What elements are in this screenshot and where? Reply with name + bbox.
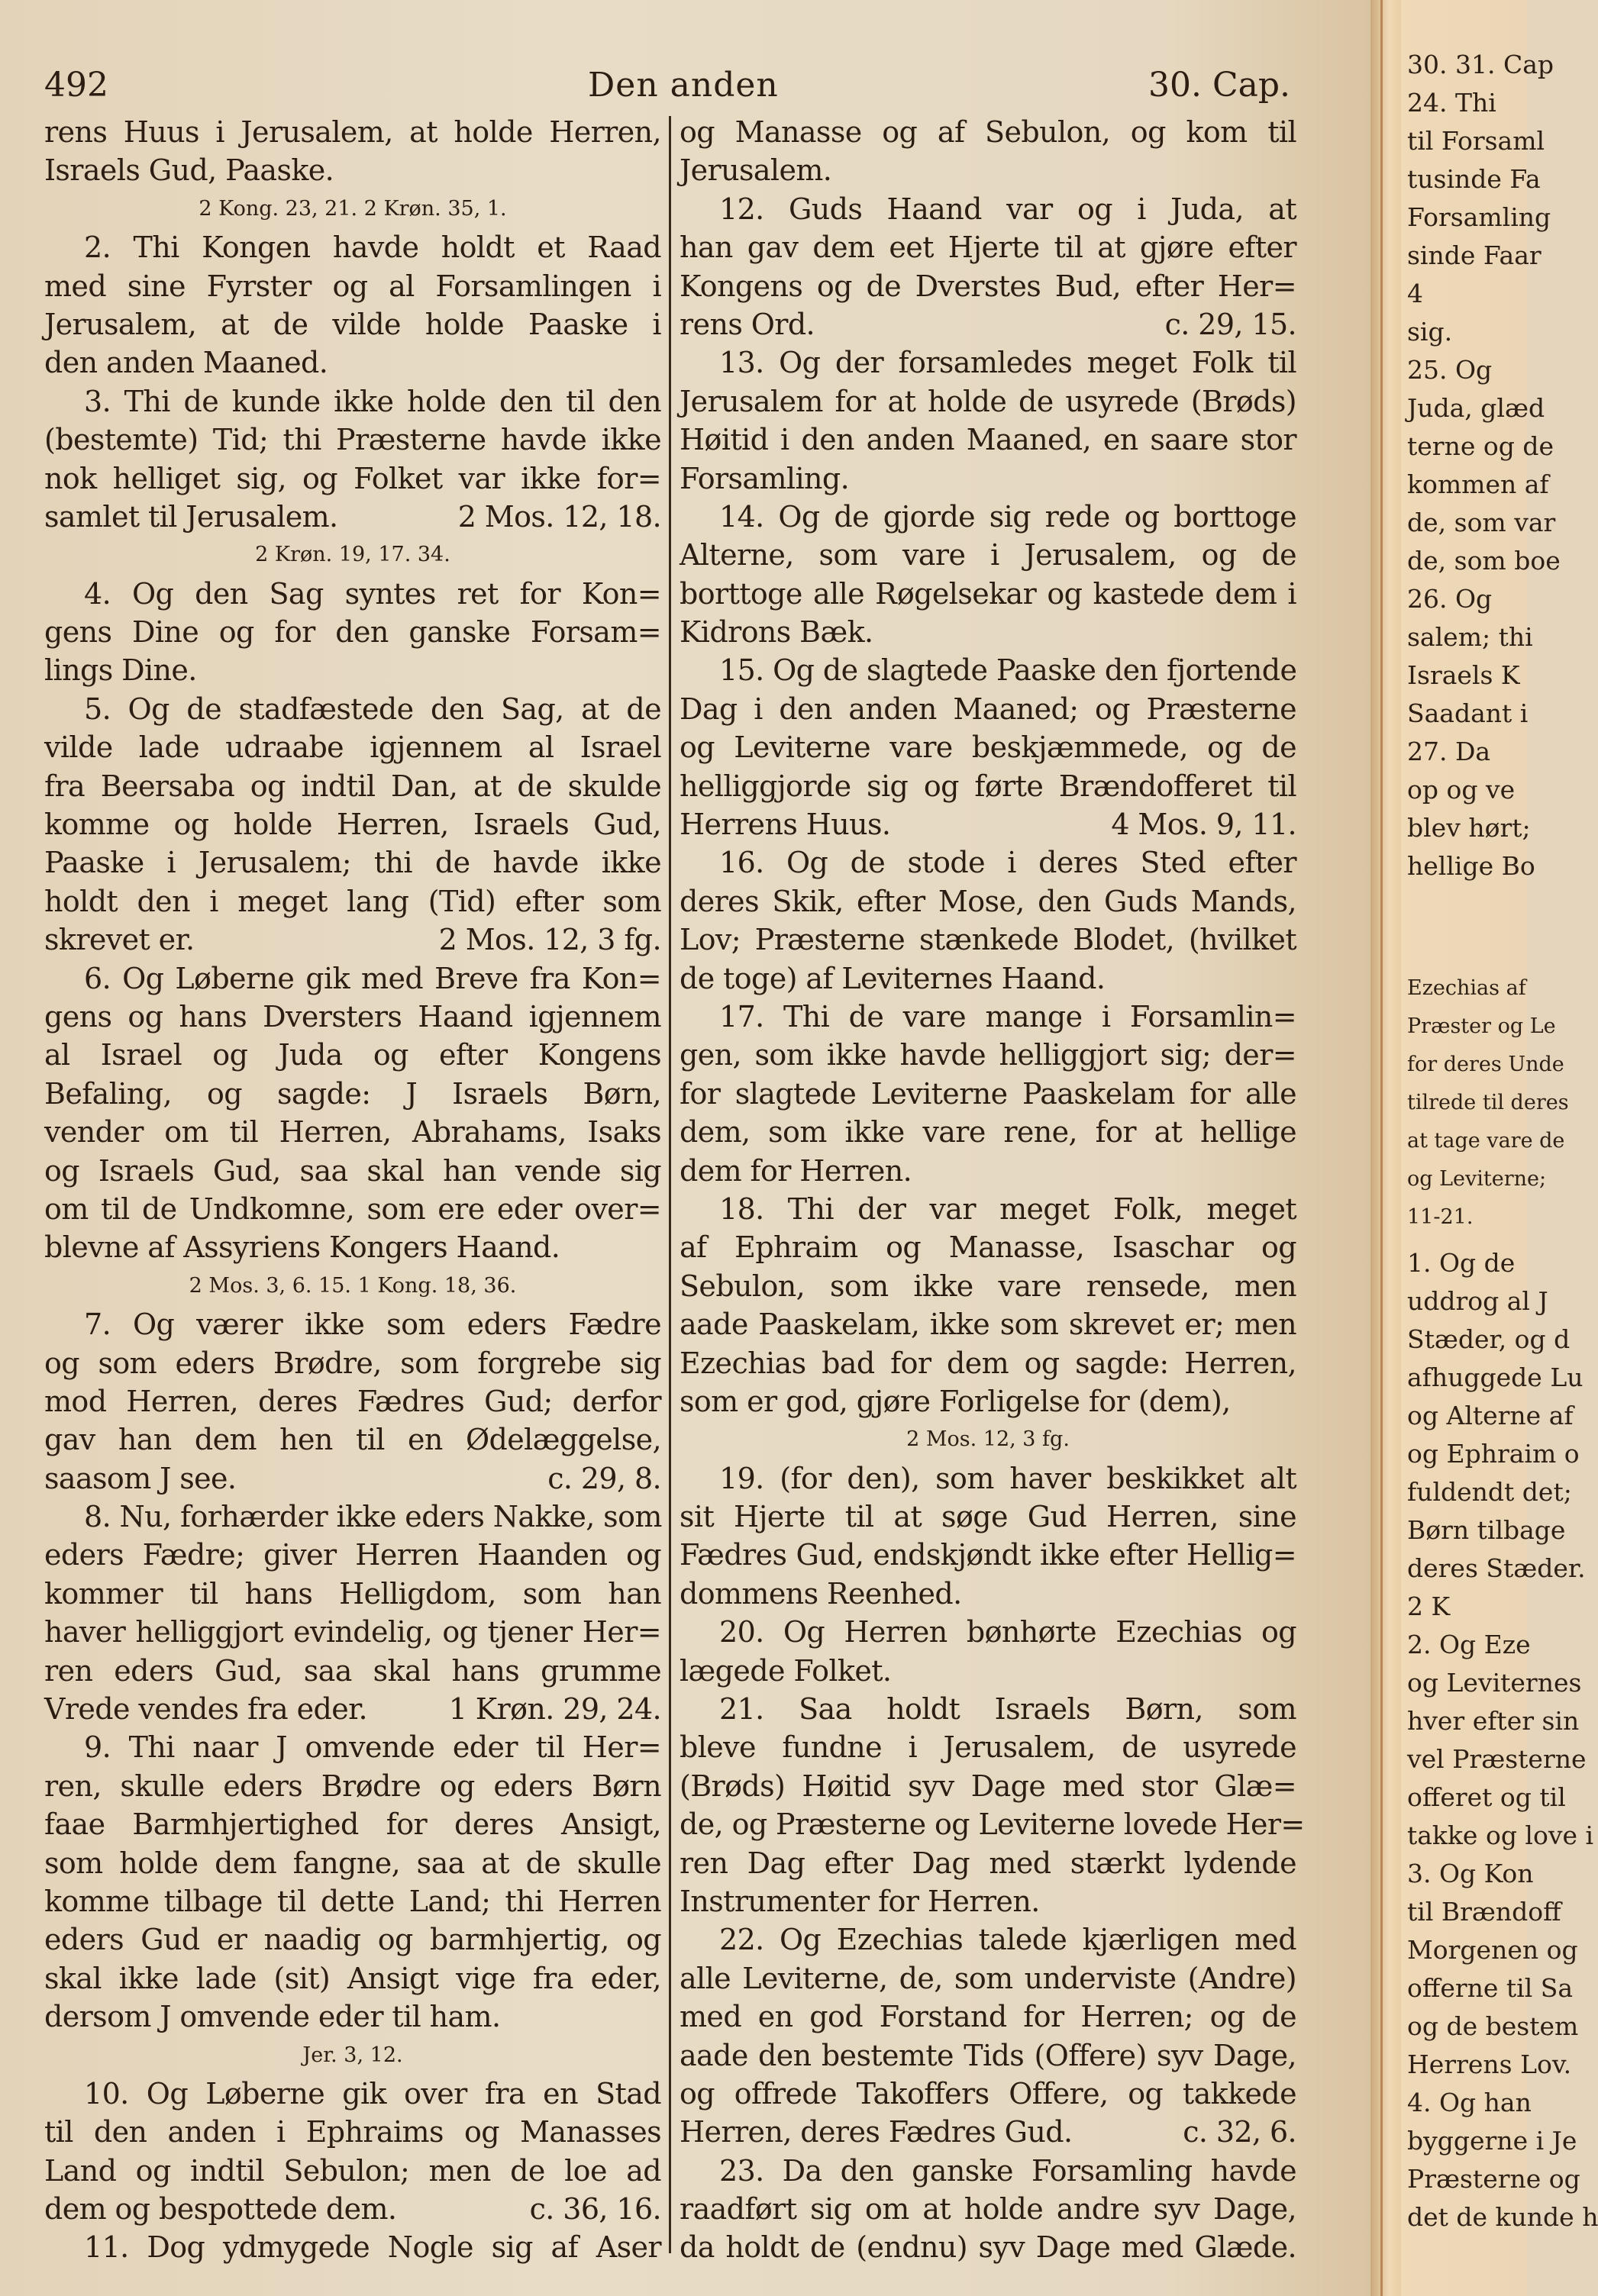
right-column	[680, 113, 1305, 2267]
verse-text: Vrede vendes fra eder.	[44, 1692, 367, 1727]
next-page-line: og Leviterne;	[1407, 1167, 1547, 1191]
verse-line-with-reference	[44, 1459, 661, 1498]
next-page-line: 24. Thi	[1407, 88, 1496, 118]
verse-line: rens Huus i Jerusalem, at holde Herren,	[44, 115, 661, 149]
verse-line: Paaske i Jerusalem; thi de havde ikke	[44, 846, 661, 880]
cross-reference: 2 Mos. 12, 3 fg.	[438, 923, 661, 957]
verse-line: de, og Præsterne og Leviterne lovede Her=	[680, 1807, 1305, 1842]
verse-start: 2. Thi Kongen havde holdt et Raad	[84, 231, 661, 265]
verse-line: Forsamling.	[680, 461, 850, 495]
verse-line: Jerusalem for at holde de usyrede (Brøds)	[680, 384, 1296, 418]
verse-line: deres Skik, efter Mose, den Guds Mands,	[680, 884, 1296, 918]
next-page-line: til Forsaml	[1407, 126, 1545, 156]
next-page-line: uddrog al J	[1407, 1286, 1548, 1316]
next-page-line: og Alterne af	[1407, 1401, 1574, 1430]
verse-line: og Israels Gud, saa skal han vende sig	[44, 1153, 661, 1188]
verse-line: gens og hans Dversters Haand igjennem	[44, 999, 661, 1034]
next-page-line: op og ve	[1407, 775, 1516, 805]
verse-start: 3. Thi de kunde ikke holde den til den	[84, 384, 661, 418]
verse-line: gen, som ikke havde helliggjort sig; der=	[680, 1038, 1296, 1072]
verse-text: saasom J see.	[44, 1461, 237, 1495]
cross-reference: 2 Mos. 12, 18.	[457, 499, 661, 534]
verse-line: holdt den i meget lang (Tid) efter som	[44, 884, 661, 918]
next-page-line: Stæder, og d	[1407, 1324, 1571, 1354]
next-page-line: kommen af	[1407, 469, 1549, 499]
verse-start: 5. Og de stadfæstede den Sag, at de	[84, 692, 661, 726]
verse-start: 16. Og de stode i deres Sted efter	[719, 846, 1296, 880]
verse-line: ren Dag efter Dag med stærkt lydende	[680, 1846, 1296, 1880]
verse-text: skrevet er.	[44, 923, 195, 957]
verse-line: Ezechias bad for dem og sagde: Herren,	[680, 1346, 1296, 1380]
verse-line: han gav dem eet Hjerte til at gjøre efter	[680, 231, 1296, 265]
cross-reference: 2 Krøn. 19, 17. 34.	[255, 543, 450, 567]
verse-line: om til de Undkomne, som ere eder over=	[44, 1192, 661, 1226]
next-page-line: hellige Bo	[1407, 851, 1535, 881]
verse-line: Høitid i den anden Maaned, en saare stor	[680, 423, 1296, 457]
verse-line: vilde lade udraabe igjennem al Israel	[44, 730, 661, 765]
verse-start: 12. Guds Haand var og i Juda, at	[719, 192, 1296, 226]
next-page-line: 30. 31. Cap	[1407, 50, 1554, 79]
verse-start: 15. Og de slagtede Paaske den fjortende	[719, 653, 1297, 688]
next-page-line: sig.	[1407, 317, 1453, 347]
cross-reference: 2 Kong. 23, 21. 2 Krøn. 35, 1.	[199, 196, 507, 221]
verse-line: mod Herren, deres Fædres Gud; derfor	[44, 1384, 661, 1418]
next-page-line: 25. Og	[1407, 355, 1493, 385]
verse-line: den anden Maaned.	[44, 346, 328, 380]
next-page-line: og de bestem	[1407, 2011, 1579, 2041]
next-page-line: og Ephraim o	[1407, 1439, 1580, 1469]
next-page-line: Præsterne og	[1407, 2164, 1580, 2194]
verse-line-with-reference	[44, 921, 661, 959]
next-page-line: de, som var	[1407, 508, 1556, 537]
verse-start: 7. Og værer ikke som eders Fædre	[84, 1308, 661, 1342]
next-page-line: tilrede til deres	[1407, 1091, 1569, 1114]
verse-start: 9. Thi naar J omvende eder til Her=	[84, 1730, 661, 1765]
next-page-line: Ezechias af	[1407, 976, 1526, 1000]
verse-line: raadført sig om at holde andre syv Dage,	[680, 2192, 1296, 2227]
verse-line: til den anden i Ephraims og Manasses	[44, 2115, 661, 2149]
cross-reference: 2 Mos. 12, 3 fg.	[906, 1427, 1070, 1452]
next-page-line: takke og love i	[1407, 1820, 1594, 1850]
verse-line: dem for Herren.	[680, 1153, 912, 1188]
next-page-block-2	[1407, 1244, 1598, 2236]
verse-line: Jerusalem.	[680, 153, 832, 188]
verse-line-with-reference	[680, 2113, 1296, 2151]
verse-line: fra Beersaba og indtil Dan, at de skulde	[44, 769, 661, 803]
verse-line: eders Gud er naadig og barmhjertig, og	[44, 1923, 661, 1957]
next-page-line: 1. Og de	[1407, 1248, 1516, 1278]
verse-line: borttoge alle Røgelsekar og kastede dem i	[680, 576, 1296, 611]
verse-line: haver helliggjort evindelig, og tjener Her=	[44, 1615, 661, 1649]
verse-start: 21. Saa holdt Israels Børn, som	[719, 1692, 1296, 1727]
verse-line: Land og indtil Sebulon; men de loe ad	[44, 2153, 661, 2188]
verse-start: 23. Da den ganske Forsamling havde	[719, 2153, 1296, 2188]
next-page-line: offerne til Sa	[1407, 1973, 1574, 2003]
verse-line: med sine Fyrster og al Forsamlingen i	[44, 269, 661, 303]
verse-line: Kidrons Bæk.	[680, 615, 873, 650]
verse-line: (bestemte) Tid; thi Præsterne havde ikke	[44, 423, 661, 457]
next-page-line: afhuggede Lu	[1407, 1362, 1583, 1392]
verse-text: rens Ord.	[680, 307, 815, 341]
verse-start: 11. Dog ydmygede Nogle sig af Aser	[84, 2230, 661, 2265]
verse-line: og offrede Takoffers Offere, og takkede	[680, 2076, 1296, 2111]
book-gutter	[1370, 0, 1401, 2296]
next-page-line: Herrens Lov.	[1407, 2049, 1572, 2079]
next-page-line: terne og de	[1407, 431, 1554, 461]
verse-start: 13. Og der forsamledes meget Folk til	[719, 346, 1296, 380]
next-page-line: 2 K	[1407, 1591, 1451, 1621]
verse-line: som holde dem fangne, saa at de skulle	[44, 1846, 661, 1880]
next-page-line: hver efter sin	[1407, 1706, 1580, 1736]
verse-text: dem og bespottede dem.	[44, 2192, 397, 2227]
verse-line: gav han dem hen til en Ødelæggelse,	[44, 1423, 661, 1457]
cross-reference: 1 Krøn. 29, 24.	[448, 1692, 661, 1727]
column-divider	[669, 116, 671, 2253]
verse-start: 19. (for den), som haver beskikket alt	[719, 1461, 1296, 1495]
next-page-line: blev hørt;	[1407, 813, 1531, 843]
next-page-line: Børn tilbage	[1407, 1515, 1566, 1545]
verse-line: og Leviterne vare beskjæmmede, og de	[680, 730, 1296, 765]
next-page-line: 26. Og	[1407, 584, 1493, 614]
verse-line: alle Leviterne, de, som underviste (Andre)	[680, 1961, 1296, 1995]
verse-line: komme tilbage til dette Land; thi Herren	[44, 1884, 661, 1918]
next-page-line: Israels K	[1407, 660, 1520, 690]
verse-line: skal ikke lade (sit) Ansigt vige fra eder,	[44, 1961, 661, 1995]
next-page-line: 27. Da	[1407, 737, 1491, 766]
next-page-line: offeret og til	[1407, 1782, 1566, 1812]
next-page-block-1	[1407, 46, 1561, 885]
next-page-line: 11-21.	[1407, 1205, 1474, 1229]
next-page-line: 2. Og Eze	[1407, 1630, 1531, 1659]
verse-line: og som eders Brødre, som forgrebe sig	[44, 1346, 661, 1380]
left-column	[44, 113, 661, 2267]
next-page-line: til Brændoff	[1407, 1897, 1561, 1927]
next-page-line: vel Præsterne	[1407, 1744, 1587, 1774]
verse-start: 20. Og Herren bønhørte Ezechias og	[719, 1615, 1296, 1649]
next-page-line: Morgenen og	[1407, 1935, 1578, 1965]
verse-line: aade Paaskelam, ikke som skrevet er; men	[680, 1308, 1296, 1342]
verse-line: helliggjorde sig og førte Brændofferet til	[680, 769, 1296, 803]
verse-line: sit Hjerte til at søge Gud Herren, sine	[680, 1500, 1296, 1534]
cross-reference: 4 Mos. 9, 11.	[1111, 808, 1296, 842]
verse-start: 18. Thi der var meget Folk, meget	[719, 1192, 1296, 1226]
next-page-line: 3. Og Kon	[1407, 1859, 1534, 1888]
next-page-line: deres Stæder.	[1407, 1553, 1586, 1583]
next-page-line: salem; thi	[1407, 622, 1533, 652]
verse-line: Jerusalem, at de vilde holde Paaske i	[44, 307, 661, 341]
verse-line: med en god Forstand for Herren; og de	[680, 2000, 1296, 2034]
verse-line-with-reference	[44, 2190, 661, 2228]
verse-line: ren, skulle eders Brødre og eders Børn	[44, 1769, 661, 1803]
next-page-summary	[1407, 969, 1569, 1237]
verse-line: som er god, gjøre Forligelse for (dem),	[680, 1384, 1231, 1418]
verse-line: nok helliget sig, og Folket var ikke for=	[44, 461, 661, 495]
verse-line: ren eders Gud, saa skal hans grumme	[44, 1653, 661, 1688]
verse-line: lings Dine.	[44, 653, 197, 688]
verse-line: lægede Folket.	[680, 1653, 892, 1688]
next-page-fragment	[1401, 0, 1598, 2296]
cross-reference: c. 29, 8.	[547, 1461, 661, 1495]
cross-reference: c. 32, 6.	[1183, 2115, 1296, 2149]
verse-line: vender om til Herren, Abrahams, Isaks	[44, 1115, 661, 1150]
verse-text: samlet til Jerusalem.	[44, 499, 338, 534]
verse-start: 6. Og Løberne gik med Breve fra Kon=	[84, 961, 661, 995]
verse-line: dommens Reenhed.	[680, 1576, 962, 1611]
verse-line: Alterne, som vare i Jerusalem, og de	[680, 538, 1296, 572]
verse-line: gens Dine og for den ganske Forsam=	[44, 615, 661, 650]
verse-start: 10. Og Løberne gik over fra en Stad	[84, 2076, 661, 2111]
next-page-line: fuldendt det;	[1407, 1477, 1572, 1507]
verse-start: 17. Thi de vare mange i Forsamlin=	[719, 999, 1296, 1034]
verse-line: Sebulon, som ikke vare rensede, men	[680, 1269, 1296, 1303]
next-page-line: Saadant i	[1407, 698, 1529, 728]
cross-reference: Jer. 3, 12.	[302, 2043, 403, 2067]
verse-line: kommer til hans Helligdom, som han	[44, 1576, 661, 1611]
verse-line: Israels Gud, Paaske.	[44, 153, 334, 188]
verse-line: blevne af Assyriens Kongers Haand.	[44, 1230, 560, 1265]
verse-line: Befaling, og sagde: J Israels Børn,	[44, 1076, 661, 1111]
verse-line: (Brøds) Høitid syv Dage med stor Glæ=	[680, 1769, 1296, 1803]
verse-line: af Ephraim og Manasse, Isaschar og	[680, 1230, 1296, 1265]
verse-line: de toge) af Leviternes Haand.	[680, 961, 1106, 995]
verse-line-with-reference	[680, 305, 1296, 343]
next-page-line: Forsamling	[1407, 202, 1551, 232]
verse-line: eders Fædre; giver Herren Haanden og	[44, 1538, 661, 1572]
verse-line: faae Barmhjertighed for deres Ansigt,	[44, 1807, 661, 1842]
next-page-line: 4. Og han	[1407, 2088, 1532, 2117]
verse-line: Instrumenter for Herren.	[680, 1884, 1040, 1918]
next-page-line: Juda, glæd	[1407, 393, 1545, 423]
next-page-line: de, som boe	[1407, 546, 1561, 576]
verse-line-with-reference	[44, 1690, 661, 1728]
page-edge-line	[1380, 0, 1383, 2296]
verse-line-with-reference	[680, 805, 1296, 843]
verse-line: Lov; Præsterne stænkede Blodet, (hvilket	[680, 923, 1296, 957]
running-title: Den anden	[588, 66, 779, 105]
chapter-heading: 30. Cap.	[1148, 66, 1290, 105]
cross-reference: c. 29, 15.	[1164, 307, 1296, 341]
verse-line: al Israel og Juda og efter Kongens	[44, 1038, 661, 1072]
verse-line: Fædres Gud, endskjøndt ikke efter Hellig=	[680, 1538, 1296, 1572]
verse-line: komme og holde Herren, Israels Gud,	[44, 808, 661, 842]
next-page-line: og Leviternes	[1407, 1668, 1582, 1698]
verse-line: dersom J omvende eder til ham.	[44, 2000, 501, 2034]
cross-reference: 2 Mos. 3, 6. 15. 1 Kong. 18, 36.	[189, 1273, 517, 1298]
verse-start: 4. Og den Sag syntes ret for Kon=	[84, 576, 661, 611]
next-page-line: byggerne i Je	[1407, 2126, 1577, 2156]
next-page-line: Præster og Le	[1407, 1014, 1556, 1038]
verse-start: 14. Og de gjorde sig rede og borttoge	[719, 499, 1296, 534]
verse-text: Herren, deres Fædres Gud.	[680, 2115, 1073, 2149]
verse-line: dem, som ikke vare rene, for at hellige	[680, 1115, 1296, 1150]
verse-line: da holdt de (endnu) syv Dage med Glæde.	[680, 2230, 1296, 2265]
next-page-line: at tage vare de	[1407, 1129, 1565, 1153]
verse-start: 22. Og Ezechias talede kjærligen med	[719, 1923, 1296, 1957]
next-page-line: sinde Faar	[1407, 240, 1542, 270]
verse-line: bleve fundne i Jerusalem, de usyrede	[680, 1730, 1296, 1765]
cross-reference: c. 36, 16.	[529, 2192, 661, 2227]
verse-line: og Manasse og af Sebulon, og kom til	[680, 115, 1296, 149]
next-page-line: det de kunde h	[1407, 2202, 1598, 2232]
verse-line: Dag i den anden Maaned; og Præsterne	[680, 692, 1296, 726]
next-page-line: tusinde Fa	[1407, 164, 1541, 194]
verse-text: Herrens Huus.	[680, 808, 891, 842]
page-number: 492	[44, 66, 108, 105]
verse-line: aade den bestemte Tids (Offere) syv Dage,	[680, 2038, 1296, 2072]
next-page-line: for deres Unde	[1407, 1053, 1564, 1076]
verse-line: for slagtede Leviterne Paaskelam for alle	[680, 1076, 1296, 1111]
verse-line: Kongens og de Dverstes Bud, efter Her=	[680, 269, 1296, 303]
verse-line-with-reference	[44, 498, 661, 536]
next-page-line: 4	[1407, 279, 1423, 308]
verse-start: 8. Nu, forhærder ikke eders Nakke, som	[84, 1500, 662, 1534]
